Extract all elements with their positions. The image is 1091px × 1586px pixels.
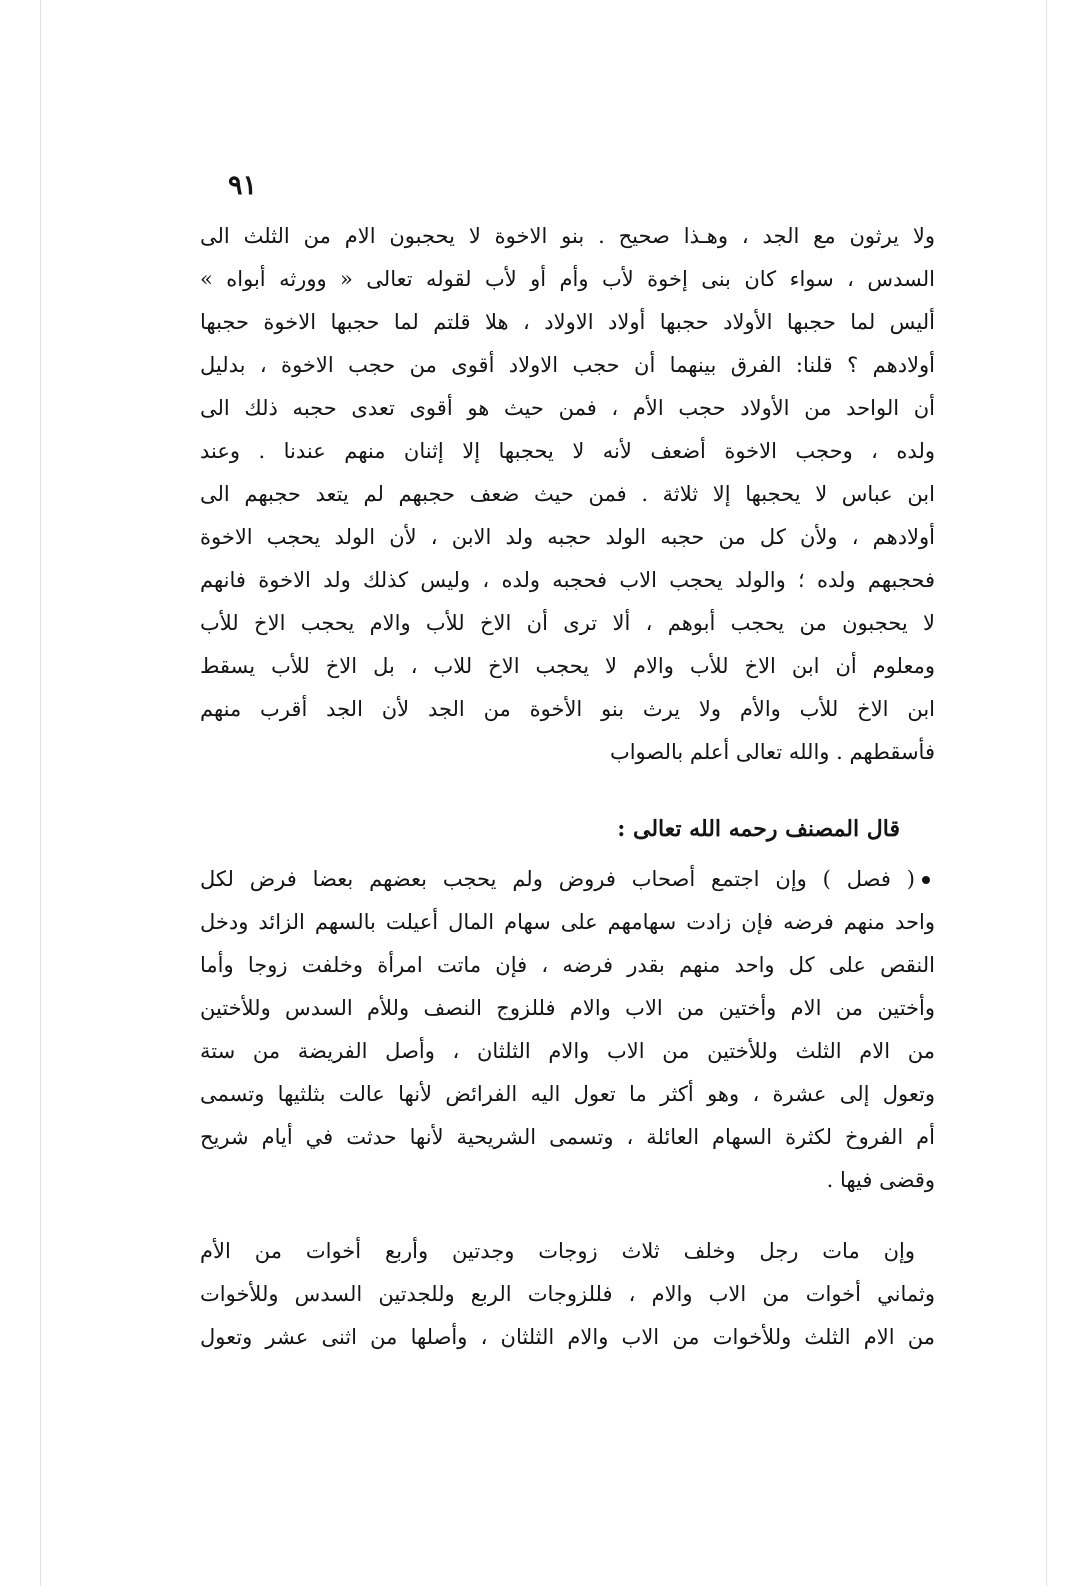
paragraph-bullet: [922, 876, 930, 884]
text-line: لا يحجبون من يحجب أبوهم ، ألا ترى أن الاخ للأب والام يحجب الاخ للأب: [200, 611, 935, 635]
text-line: فأسقطهم . والله تعالى أعلم بالصواب: [609, 740, 935, 764]
text-line: أم الفروخ لكثرة السهام العائلة ، وتسمى الشريحية لأنها حدثت في أيام شريح: [200, 1125, 935, 1149]
text-line: وتعول إلى عشرة ، وهو أكثر ما تعول اليه الفرائض لأنها عالت بثلثيها وتسمى: [200, 1082, 935, 1106]
text-line: ابن عباس لا يحجبها إلا ثلاثة . فمن حيث ضعف حجبهم لم يتعد حجبهم الى: [200, 482, 935, 506]
text-line: السدس ، سواء كان بنى إخوة لأب وأم أو لأب لقوله تعالى « وورثه أبواه »: [200, 267, 935, 291]
text-line: وأختين من الام وأختين من الاب والام فللزوج النصف وللأم السدس وللأختين: [200, 996, 935, 1020]
text-line: ابن الاخ للأب والأم ولا يرث بنو الأخوة من الجد لأن الجد أقرب منهم: [200, 697, 935, 721]
text-line: أولادهم ؟ قلنا: الفرق بينهما أن حجب الاولاد أقوى من حجب الاخوة ، بدليل: [200, 353, 935, 377]
scan-edge-left: [40, 0, 41, 1586]
text-line: أليس لما حجبها الأولاد حجبها أولاد الاولاد ، هلا قلتم لما حجبها الاخوة حجبها: [200, 310, 935, 334]
text-line: من الام الثلث وللأخوات من الاب والام الثلثان ، وأصلها من اثنى عشر وتعول: [200, 1325, 935, 1349]
text-line: ولا يرثون مع الجد ، وهـذا صحيح . بنو الاخوة لا يحجبون الام من الثلث الى: [200, 224, 935, 248]
text-line: أن الواحد من الأولاد حجب الأم ، فمن حيث هو أقوى تعدى حجبه ذلك الى: [200, 396, 935, 420]
page-number: ٩١: [228, 170, 258, 201]
text-line: ولده ، وحجب الاخوة أضعف لأنه لا يحجبها إلا إثنان منهم عندنا . وعند: [200, 439, 935, 463]
section-heading: قال المصنف رحمه الله تعالى :: [617, 816, 900, 842]
text-line: ( فصل ) وإن اجتمع أصحاب فروض ولم يحجب بعضهم بعضا فرض لكل: [200, 867, 915, 891]
text-line: وقضى فيها .: [826, 1168, 935, 1192]
text-line: النقص على كل واحد منهم بقدر فرضه ، فإن ماتت امرأة وخلفت زوجا وأما: [200, 953, 935, 977]
text-line: فحجبهم ولده ؛ والولد يحجب الاب فحجبه ولده ، وليس كذلك ولد الاخوة فانهم: [200, 568, 935, 592]
text-line: واحد منهم فرضه فإن زادت سهامهم على سهام المال أعيلت بالسهم الزائد ودخل: [200, 910, 935, 934]
text-line: من الام الثلث وللأختين من الاب والام الثلثان ، وأصل الفريضة من ستة: [200, 1039, 935, 1063]
text-line: وثماني أخوات من الاب والام ، فللزوجات الربع وللجدتين السدس وللأخوات: [200, 1282, 935, 1306]
text-line: أولادهم ، ولأن كل من حجبه الولد حجبه ولد الابن ، لأن الولد يحجب الاخوة: [200, 525, 935, 549]
text-line: وإن مات رجل وخلف ثلاث زوجات وجدتين وأربع أخوات من الأم: [200, 1239, 915, 1263]
text-line: ومعلوم أن ابن الاخ للأب والام لا يحجب الاخ للاب ، بل الاخ للأب يسقط: [200, 654, 935, 678]
scan-edge-right: [1046, 0, 1047, 1586]
